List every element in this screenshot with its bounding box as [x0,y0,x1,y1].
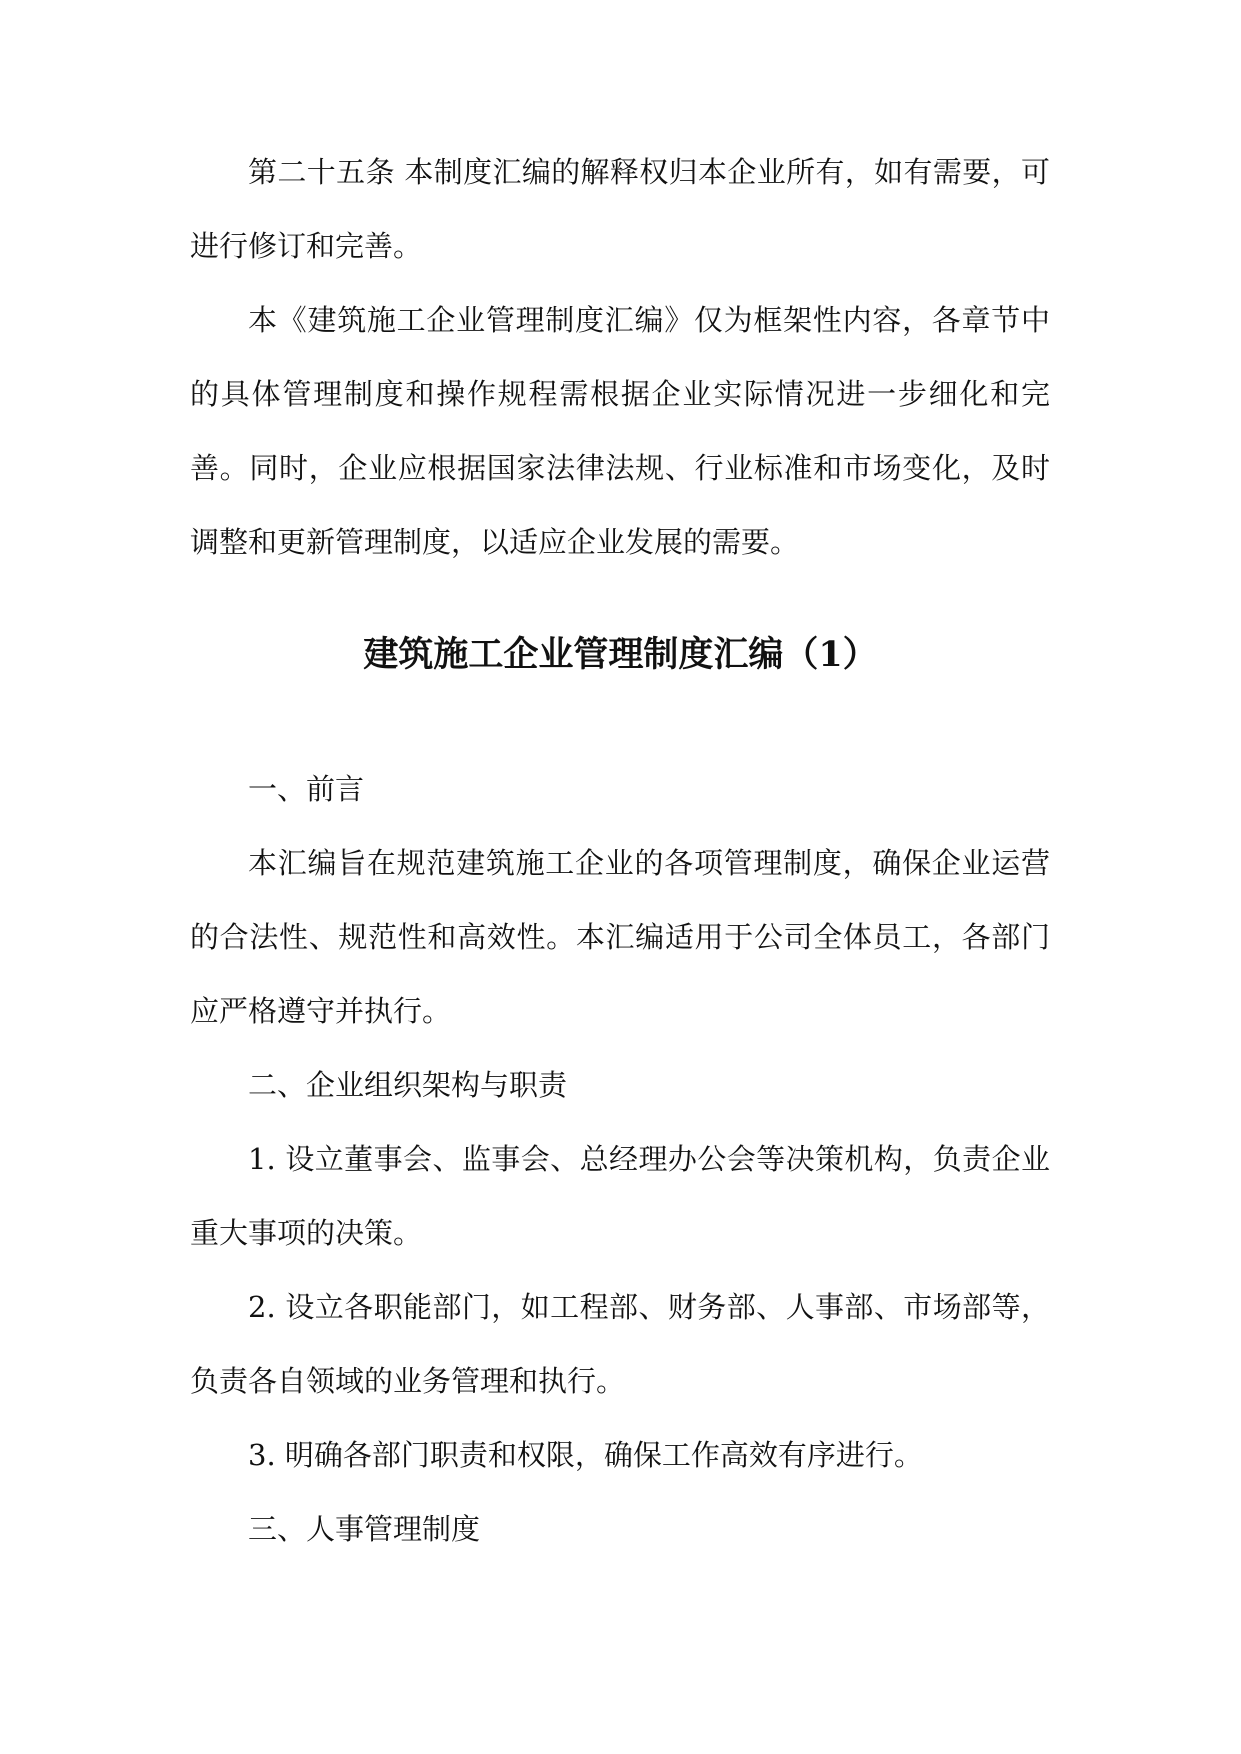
preface-heading: 一、前言 [248,772,365,806]
hr-heading: 三、人事管理制度 [248,1512,481,1546]
article-25-paragraph: 第二十五条 本制度汇编的解释权归本企业所有，如有需要，可进行修订和完善。 [190,155,1050,263]
org-structure-heading: 二、企业组织架构与职责 [248,1068,568,1102]
org-item-2: 2. 设立各职能部门，如工程部、财务部、人事部、市场部等，负责各自领域的业务管理和执行。 [190,1290,1050,1398]
document-title: 建筑施工企业管理制度汇编（1） [363,634,878,675]
framework-note-paragraph: 本《建筑施工企业管理制度汇编》仅为框架性内容，各章节中的具体管理制度和操作规程需根据企业实际情况进一步细化和完善。同时，企业应根据国家法律法规、行业标准和市场变化，及时调整和更新管理制度，以适应企业发展的需要。 [190,303,1050,559]
org-item-1: 1. 设立董事会、监事会、总经理办公会等决策机构，负责企业重大事项的决策。 [190,1142,1050,1250]
org-item-3: 3. 明确各部门职责和权限，确保工作高效有序进行。 [248,1438,923,1472]
preface-paragraph: 本汇编旨在规范建筑施工企业的各项管理制度，确保企业运营的合法性、规范性和高效性。本汇编适用于公司全体员工，各部门应严格遵守并执行。 [190,846,1050,1028]
